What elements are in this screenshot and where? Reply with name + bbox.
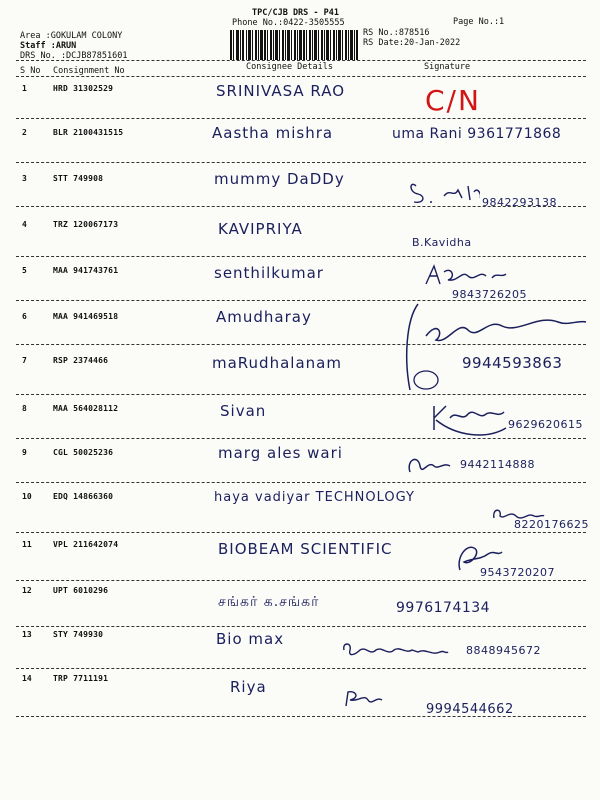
receiver-note: 9994544662 [426, 702, 514, 717]
row-divider [16, 256, 586, 257]
consignment-number: MAA 941743761 [53, 266, 119, 275]
consignment-number: VPL 211642074 [53, 540, 119, 549]
consignee-name: Aastha mishra [212, 124, 334, 142]
row-divider [16, 206, 586, 207]
consignment-number: HRD 31302529 [53, 84, 114, 93]
header-divider-top [16, 60, 586, 61]
phone-number: Phone No.:0422-3505555 [232, 18, 345, 28]
receiver-note: B.Kavidha [412, 236, 472, 249]
column-signature: Signature [424, 62, 471, 72]
consignee-name: Amudharay [216, 308, 312, 326]
consignment-number: TRZ 120067173 [53, 220, 119, 229]
signature-mark [410, 178, 480, 208]
receiver-note: 8848945672 [466, 644, 541, 657]
row-divider [16, 580, 586, 581]
consignee-name: Bio max [216, 630, 285, 648]
consignee-name: BIOBEAM SCIENTIFIC [218, 540, 393, 558]
consignee-name: SRINIVASA RAO [216, 82, 346, 100]
row-divider [16, 344, 586, 345]
consignee-name: mummy DaDDy [214, 170, 345, 188]
header-divider-bottom [16, 76, 586, 77]
area-name: Area :GOKULAM COLONY [20, 31, 123, 41]
row-divider [16, 482, 586, 483]
row-divider [16, 626, 586, 627]
receiver-note: uma Rani 9361771868 [392, 126, 562, 142]
consignment-number: STT 749908 [53, 174, 104, 183]
cn-mark: C/N [425, 84, 481, 117]
consignee-name: senthilkumar [214, 264, 324, 282]
column-consignee-details: Consignee Details [246, 62, 333, 72]
route-code: TPC/CJB DRS - P41 [252, 8, 339, 18]
receiver-note: 9976174134 [396, 600, 491, 616]
receiver-note: 9944593863 [462, 354, 563, 372]
rs-date: RS Date:20-Jan-2022 [363, 38, 461, 48]
consignee-name: maRudhalanam [212, 354, 342, 372]
consignment-number: STY 749930 [53, 630, 104, 639]
signature-mark [422, 262, 512, 288]
consignee-name: Sivan [220, 402, 267, 420]
column-sno: S No [20, 66, 41, 76]
consignment-number: BLR 2100431515 [53, 128, 124, 137]
consignment-number: RSP 2374466 [53, 356, 109, 365]
signature-mark [398, 300, 588, 400]
signature-mark [404, 450, 454, 480]
signature-mark [340, 640, 450, 664]
consignee-name: Riya [230, 678, 267, 696]
column-consignment: Consignment No [53, 66, 125, 76]
row-number: 6 [22, 312, 27, 321]
receiver-note: 9543720207 [480, 566, 555, 579]
receiver-note: 9629620615 [508, 418, 583, 431]
consignment-number: UPT 6010296 [53, 586, 109, 595]
consignment-number: MAA 564028112 [53, 404, 119, 413]
receiver-note: 9843726205 [452, 288, 527, 301]
drs-number: DRS No. :DCJB87851601 [20, 51, 128, 61]
row-number: 5 [22, 266, 27, 275]
page-number: Page No.:1 [453, 17, 505, 27]
row-number: 10 [22, 492, 32, 501]
row-number: 13 [22, 630, 32, 639]
consignment-number: MAA 941469518 [53, 312, 119, 321]
row-divider [16, 162, 586, 163]
rs-number: RS No.:878516 [363, 28, 430, 38]
consignment-number: CGL 50025236 [53, 448, 114, 457]
row-divider [16, 438, 586, 439]
signature-mark [342, 688, 384, 712]
consignee-name: haya vadiyar TECHNOLOGY [214, 490, 416, 505]
consignment-number: EDQ 14866360 [53, 492, 114, 501]
row-divider [16, 394, 586, 395]
row-divider [16, 118, 586, 119]
row-number: 11 [22, 540, 32, 549]
consignee-name: சங்கர் க.சங்கர் [218, 594, 320, 610]
row-divider [16, 532, 586, 533]
staff-name: Staff :ARUN [20, 41, 77, 51]
consignee-name: KAVIPRIYA [218, 220, 303, 238]
row-number: 7 [22, 356, 27, 365]
consignment-number: TRP 7711191 [53, 674, 109, 683]
row-number: 2 [22, 128, 27, 137]
row-number: 12 [22, 586, 32, 595]
receiver-note: 8220176625 [514, 518, 589, 531]
receiver-note: 9842293138 [482, 196, 557, 209]
row-number: 1 [22, 84, 27, 93]
row-number: 3 [22, 174, 27, 183]
row-divider [16, 668, 586, 669]
receiver-note: 9442114888 [460, 458, 535, 471]
row-number: 14 [22, 674, 32, 683]
row-number: 8 [22, 404, 27, 413]
row-number: 4 [22, 220, 27, 229]
barcode-image [230, 30, 358, 60]
consignee-name: marg ales wari [218, 444, 343, 462]
row-divider [16, 716, 586, 717]
row-number: 9 [22, 448, 27, 457]
